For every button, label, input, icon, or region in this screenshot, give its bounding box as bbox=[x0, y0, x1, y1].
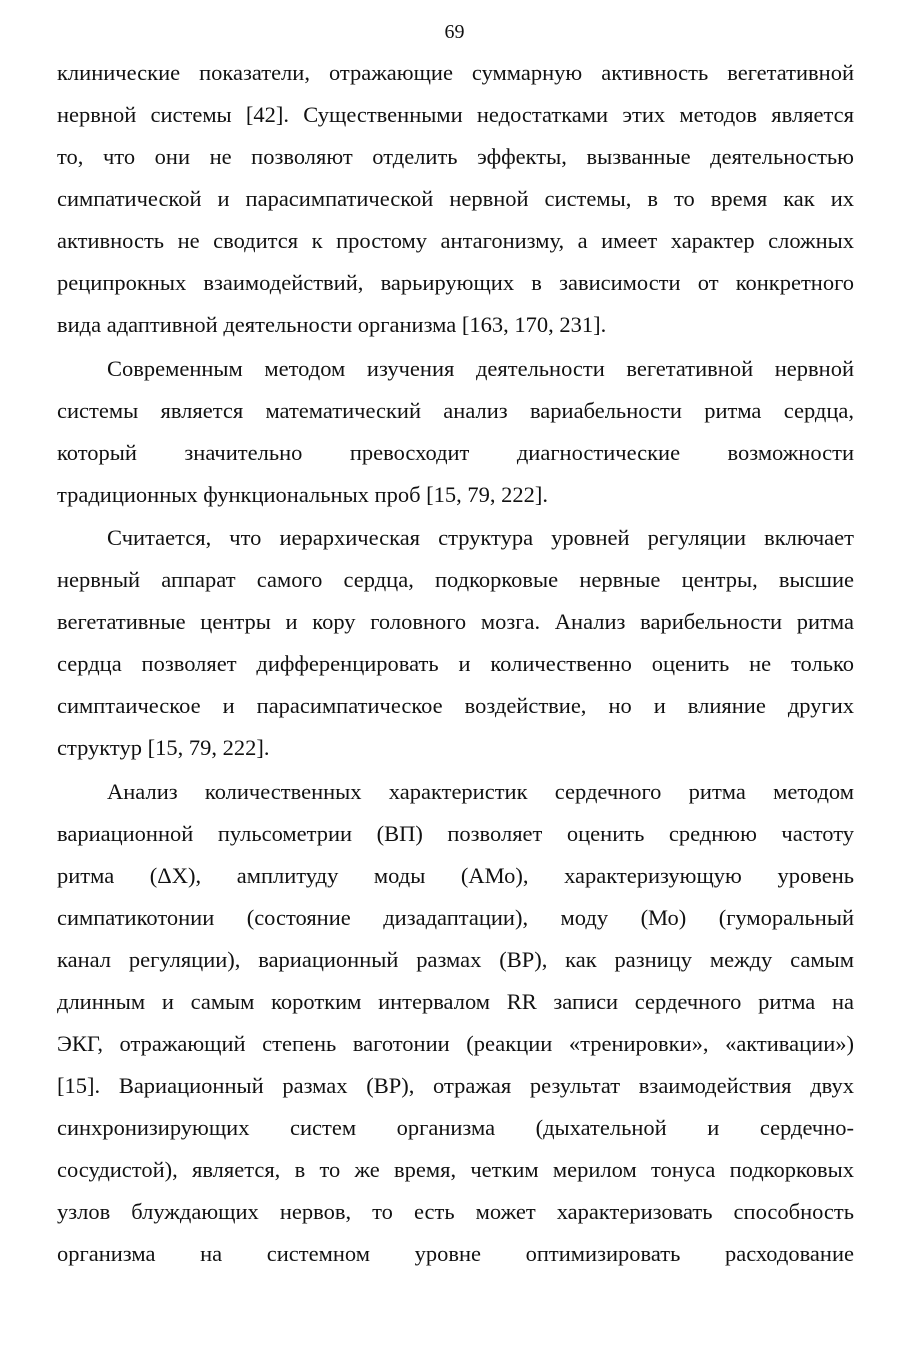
text-line: Анализ количественных характеристик сердечного ритма методом bbox=[107, 779, 854, 804]
text-line: симптаическое и парасимпатическое воздействие, но и влияние других bbox=[57, 693, 854, 718]
text-line: структур [15, 79, 222]. bbox=[57, 735, 270, 760]
text-line: системы является математический анализ вариабельности ритма сердца, bbox=[57, 398, 854, 423]
text-line: симпатической и парасимпатической нервной системы, в то время как их bbox=[57, 186, 854, 211]
text-line: синхронизирующих систем организма (дыхательной и сердечно- bbox=[57, 1115, 854, 1140]
text-line: длинным и самым коротким интервалом RR записи сердечного ритма на bbox=[57, 989, 854, 1014]
text-line: который значительно превосходит диагностические возможности bbox=[57, 440, 854, 465]
text-line: Считается, что иерархическая структура уровней регуляции включает bbox=[107, 525, 854, 550]
text-line: ритма (ΔХ), амплитуду моды (АМо), характеризующую уровень bbox=[57, 863, 854, 888]
text-line: Современным методом изучения деятельности вегетативной нервной bbox=[107, 356, 854, 381]
text-line: канал регуляции), вариационный размах (ВР), как разницу между самым bbox=[57, 947, 854, 972]
page-number: 69 bbox=[444, 21, 465, 43]
text-line: традиционных функциональных проб [15, 79, 222]. bbox=[57, 482, 549, 507]
text-line: сосудистой), является, в то же время, четким мерилом тонуса подкорковых bbox=[57, 1157, 854, 1182]
text-line: [15]. Вариационный размах (ВР), отражая результат взаимодействия двух bbox=[57, 1073, 854, 1098]
text-line: симпатикотонии (состояние дизадаптации), моду (Мо) (гуморальный bbox=[57, 905, 854, 930]
text-line: реципрокных взаимодействий, варьирующих в зависимости от конкретного bbox=[57, 270, 854, 295]
text-line: то, что они не позволяют отделить эффекты, вызванные деятельностью bbox=[57, 144, 854, 169]
text-line: узлов блуждающих нервов, то есть может характеризовать способность bbox=[57, 1199, 854, 1224]
text-line: клинические показатели, отражающие суммарную активность вегетативной bbox=[57, 60, 854, 85]
text-line: вида адаптивной деятельности организма [163, 170, 231]. bbox=[57, 312, 607, 337]
text-line: активность не сводится к простому антагонизму, а имеет характер сложных bbox=[57, 228, 854, 253]
text-line: ЭКГ, отражающий степень ваготонии (реакции «тренировки», «активации») bbox=[57, 1031, 854, 1056]
text-line: нервной системы [42]. Существенными недостатками этих методов является bbox=[57, 102, 854, 127]
text-line: сердца позволяет дифференцировать и количественно оценить не только bbox=[57, 651, 854, 676]
text-line: вегетативные центры и кору головного мозга. Анализ варибельности ритма bbox=[57, 609, 854, 634]
text-line: нервный аппарат самого сердца, подкорковые нервные центры, высшие bbox=[57, 567, 854, 592]
text-line: вариационной пульсометрии (ВП) позволяет оценить среднюю частоту bbox=[57, 821, 854, 846]
text-line: организма на системном уровне оптимизировать расходование bbox=[57, 1241, 854, 1266]
